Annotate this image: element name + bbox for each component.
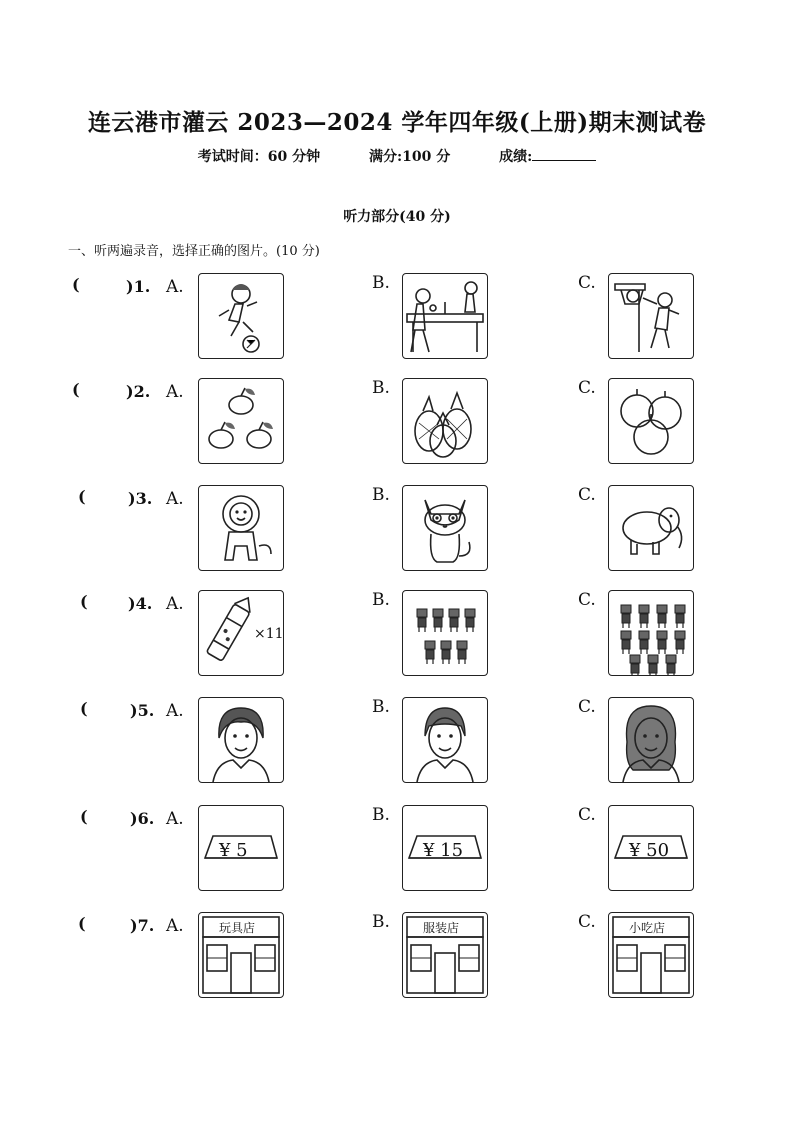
pineapples-icon — [403, 379, 487, 463]
option-letter: B. — [372, 697, 390, 717]
option-letter: B. — [372, 273, 390, 293]
section-title: 听力部分(40 分) — [343, 209, 451, 225]
girl-playing-football-icon — [199, 274, 283, 358]
option-picture[interactable] — [198, 485, 284, 571]
question-row — [0, 590, 794, 680]
question-number: )7. — [130, 916, 155, 935]
option-picture[interactable] — [608, 912, 694, 998]
answer-blank[interactable]: ( — [78, 914, 86, 933]
answer-blank[interactable]: ( — [72, 275, 80, 294]
option-letter: A. — [166, 809, 184, 829]
option-letter: C. — [578, 912, 596, 932]
option-picture[interactable] — [402, 697, 488, 783]
quantity-caption: ×11 — [254, 626, 284, 642]
option-picture[interactable] — [198, 273, 284, 359]
option-letter: B. — [372, 485, 390, 505]
shop-sign: 小吃店 — [629, 921, 666, 935]
eleven-robots-icon — [609, 591, 693, 675]
option-picture[interactable] — [608, 273, 694, 359]
elephant-icon — [609, 486, 693, 570]
price-label: ¥ 5 — [219, 840, 248, 861]
option-letter: A. — [166, 489, 184, 509]
grade-blank[interactable] — [532, 148, 596, 161]
option-letter: B. — [372, 805, 390, 825]
price-label: ¥ 15 — [423, 840, 464, 861]
lion-icon — [199, 486, 283, 570]
option-picture[interactable] — [198, 805, 284, 891]
option-picture[interactable] — [608, 485, 694, 571]
option-picture[interactable] — [198, 697, 284, 783]
basketball-icon — [609, 274, 693, 358]
option-letter: C. — [578, 805, 596, 825]
option-picture[interactable] — [608, 805, 694, 891]
shop-sign: 玩具店 — [219, 921, 256, 935]
question-number: )3. — [128, 489, 153, 508]
option-picture[interactable] — [402, 912, 488, 998]
option-letter: A. — [166, 594, 184, 614]
option-picture[interactable] — [198, 378, 284, 464]
cat-icon — [403, 486, 487, 570]
question-row — [0, 805, 794, 895]
option-picture[interactable] — [608, 590, 694, 676]
question-number: )4. — [128, 594, 153, 613]
option-letter: B. — [372, 912, 390, 932]
price-label: ¥ 50 — [629, 840, 670, 861]
grade-label: 成绩: — [499, 149, 533, 165]
question-row — [0, 485, 794, 575]
question-number: )6. — [130, 809, 155, 828]
option-letter: A. — [166, 701, 184, 721]
exam-time: 考试时间：60 分钟 — [197, 149, 321, 165]
mangoes-icon — [199, 379, 283, 463]
option-picture[interactable] — [608, 378, 694, 464]
grade-field[interactable] — [499, 146, 596, 166]
exam-meta — [0, 146, 794, 166]
woman-nurse-icon — [403, 698, 487, 782]
question-row — [0, 697, 794, 787]
table-tennis-icon — [403, 274, 487, 358]
full-score: 满分:100 分 — [368, 149, 451, 165]
section-instruction: 一、听两遍录音，选择正确的图片。(10 分) — [68, 244, 320, 259]
question-number: )2. — [126, 382, 151, 401]
option-letter: B. — [372, 590, 390, 610]
option-picture[interactable] — [402, 590, 488, 676]
answer-blank[interactable]: ( — [80, 699, 88, 718]
option-letter: C. — [578, 273, 596, 293]
option-letter: A. — [166, 277, 184, 297]
option-picture[interactable] — [402, 485, 488, 571]
option-letter: A. — [166, 382, 184, 402]
question-number: )1. — [126, 277, 151, 296]
option-picture[interactable] — [608, 697, 694, 783]
option-letter: C. — [578, 485, 596, 505]
option-letter: B. — [372, 378, 390, 398]
apples-icon — [609, 379, 693, 463]
answer-blank[interactable]: ( — [80, 807, 88, 826]
woman-long-hair-icon — [609, 698, 693, 782]
option-letter: A. — [166, 916, 184, 936]
option-letter: C. — [578, 378, 596, 398]
option-picture[interactable] — [402, 378, 488, 464]
woman-short-hair-icon — [199, 698, 283, 782]
option-letter: C. — [578, 697, 596, 717]
answer-blank[interactable]: ( — [80, 592, 88, 611]
option-picture[interactable] — [402, 273, 488, 359]
option-picture[interactable] — [198, 912, 284, 998]
option-picture[interactable] — [402, 805, 488, 891]
question-number: )5. — [130, 701, 155, 720]
question-row — [0, 912, 794, 1002]
answer-blank[interactable]: ( — [78, 487, 86, 506]
answer-blank[interactable]: ( — [72, 380, 80, 399]
page-title: 连云港市灌云 2023—2024 学年四年级(上册)期末测试卷 — [87, 109, 707, 136]
seven-robots-icon — [403, 591, 487, 675]
option-letter: C. — [578, 590, 596, 610]
question-row — [0, 378, 794, 468]
shop-sign: 服装店 — [423, 921, 460, 935]
question-row — [0, 273, 794, 363]
